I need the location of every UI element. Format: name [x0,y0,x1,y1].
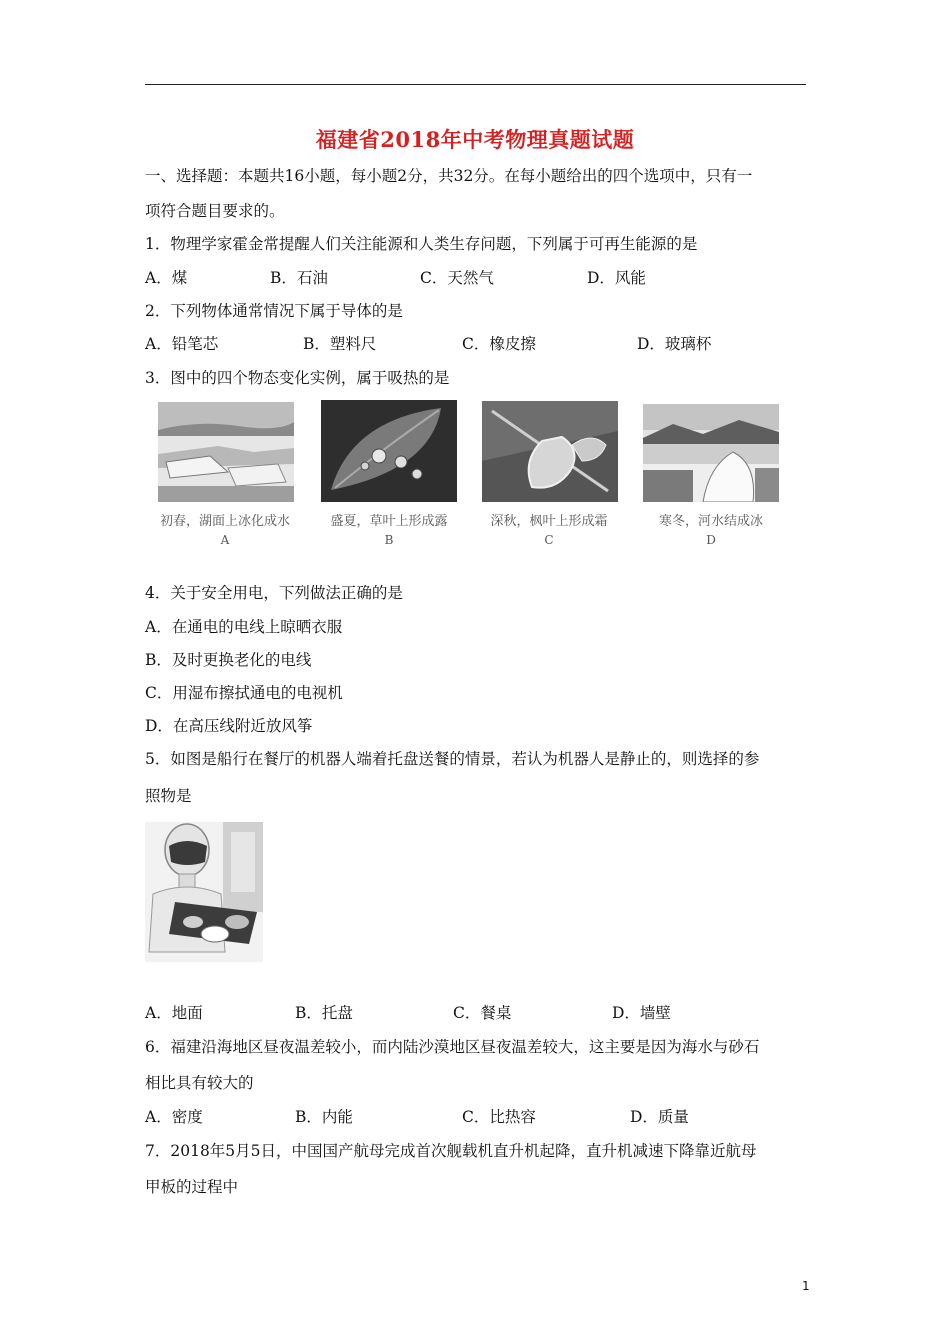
q4-option-a: A．在通电的电线上晾晒衣服 [145,618,343,636]
figure-b-caption: 盛夏，草叶上形成露 [330,514,448,529]
figure-b-letter: B [384,533,394,547]
figure-d-letter: D [706,533,716,547]
header-rule [145,84,806,85]
figure-a-ice-melting-image [158,402,294,502]
q2-stem: 2．下列物体通常情况下属于导体的是 [145,302,403,320]
q7-stem-line-1: 7．2018年5月5日，中国国产航母完成首次舰载机直升机起降，直升机减速下降靠近航母 [145,1142,757,1160]
q5-stem-line-1: 5．如图是船行在餐厅的机器人端着托盘送餐的情景，若认为机器人是静止的，则选择的参 [145,750,760,768]
figure-b-dew-leaf-image [321,400,457,502]
q4-stem: 4．关于安全用电，下列做法正确的是 [145,584,403,602]
q1-option-b: B．石油 [270,269,328,287]
q2-option-b: B．塑料尺 [303,335,377,353]
q4-option-d: D．在高压线附近放风筝 [145,717,313,735]
figure-d-caption: 寒冬，河水结成冰 [658,514,763,529]
q6-stem-line-1: 6．福建沿海地区昼夜温差较小，而内陆沙漠地区昼夜温差较大，这主要是因为海水与砂石 [145,1038,760,1056]
q5-option-a: A．地面 [145,1004,203,1022]
q3-stem: 3．图中的四个物态变化实例，属于吸热的是 [145,369,450,387]
q5-option-b: B．托盘 [295,1004,353,1022]
q1-option-a: A．煤 [145,269,188,287]
q2-option-a: A．铅笔芯 [145,335,219,353]
figure-c-caption: 深秋，枫叶上形成霜 [490,514,608,529]
q6-option-d: D．质量 [630,1108,689,1126]
figure-c-letter: C [544,533,554,547]
q5-option-d: D．墙壁 [612,1004,671,1022]
page-number: 1 [802,1279,810,1293]
page-title: 福建省2018年中考物理真题试题 [315,127,635,152]
q6-option-a: A．密度 [145,1108,203,1126]
q2-option-d: D．玻璃杯 [637,335,712,353]
q6-option-c: C．比热容 [462,1108,536,1126]
q1-option-d: D．风能 [587,269,646,287]
figure-c-frost-leaf-image [482,401,618,502]
q7-stem-line-2: 甲板的过程中 [145,1178,239,1196]
q4-option-c: C．用湿布擦拭通电的电视机 [145,684,343,702]
figure-a-caption: 初春，湖面上冰化成水 [159,514,290,529]
q4-option-b: B．及时更换老化的电线 [145,651,312,669]
q6-option-b: B．内能 [295,1108,353,1126]
robot-waiter-image [145,822,263,962]
q5-option-c: C．餐桌 [453,1004,512,1022]
q1-option-c: C．天然气 [420,269,494,287]
q5-stem-line-2: 照物是 [145,787,192,805]
section-intro-line-2: 项符合题目要求的。 [145,202,285,220]
figure-a-letter: A [220,533,230,547]
q1-stem: 1．物理学家霍金常提醒人们关注能源和人类生存问题，下列属于可再生能源的是 [145,235,698,253]
figure-d-river-ice-image [643,404,779,502]
section-intro-line-1: 一、选择题：本题共16小题，每小题2分，共32分。在每小题给出的四个选项中，只有一 [145,167,753,185]
q6-stem-line-2: 相比具有较大的 [145,1074,254,1092]
q2-option-c: C．橡皮擦 [462,335,536,353]
